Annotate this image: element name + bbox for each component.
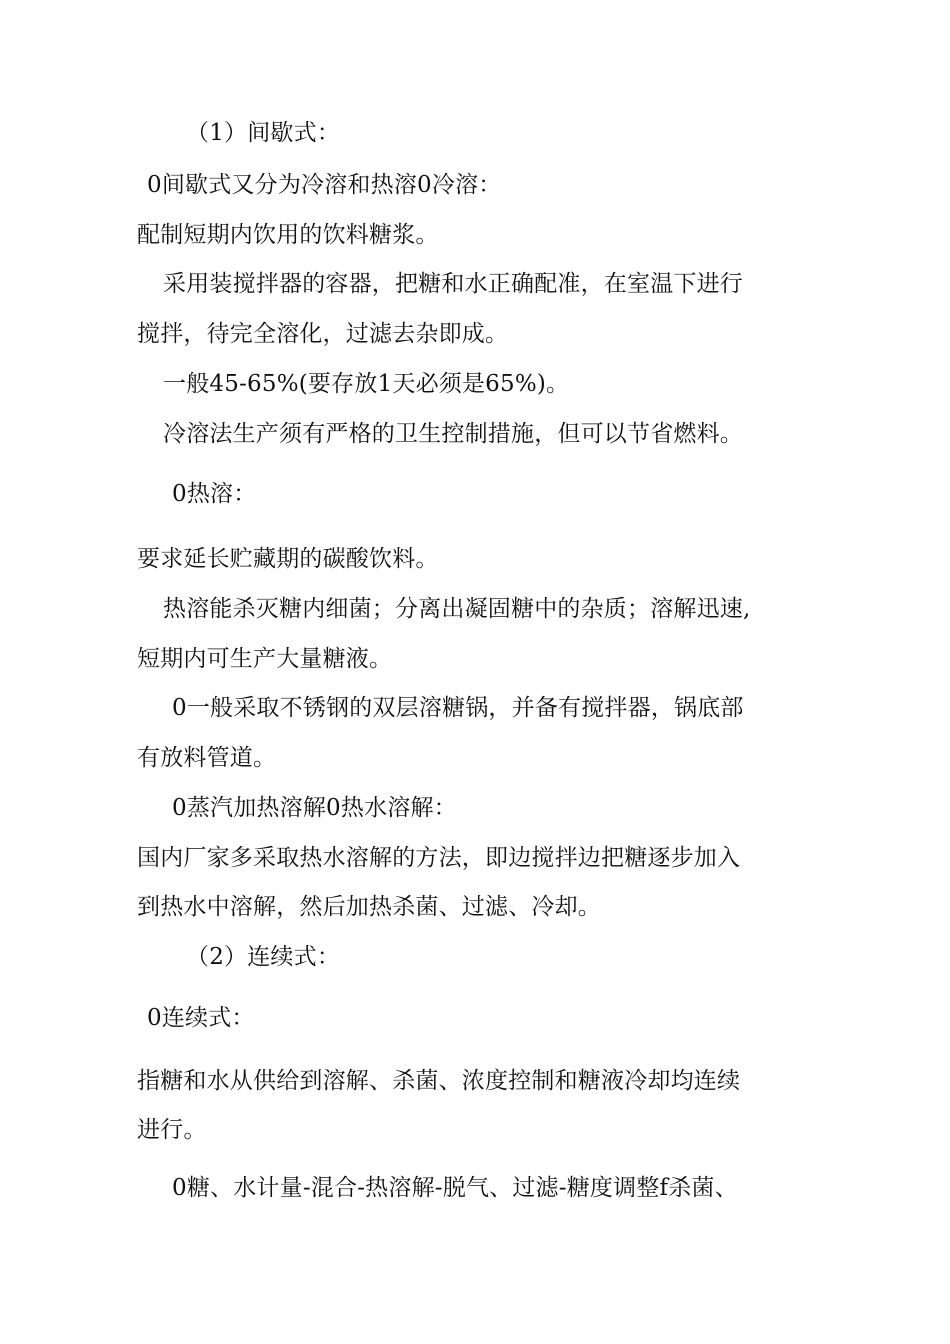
paragraph-line: 国内厂家多采取热水溶解的方法，即边搅拌边把糖逐步加入 (137, 845, 741, 871)
subheading-continuous: 0连续式： (147, 1005, 255, 1031)
paragraph-line: 指糖和水从供给到溶解、杀菌、浓度控制和糖液冷却均连续 (137, 1068, 741, 1094)
heading-continuous: （2）连续式： (186, 944, 341, 970)
paragraph-line: 短期内可生产大量糖液。 (137, 646, 393, 672)
paragraph-line: 搅拌，待完全溶化，过滤去杂即成。 (137, 321, 509, 347)
paragraph-line: 0间歇式又分为冷溶和热溶0冷溶： (147, 172, 502, 198)
heading-intermittent: （1）间歇式： (186, 120, 341, 146)
paragraph-line: 配制短期内饮用的饮料糖浆。 (137, 222, 439, 248)
paragraph-line: 0一般采取不锈钢的双层溶糖锅，并备有搅拌器，锅底部 (172, 695, 744, 721)
paragraph-line: 采用装搅拌器的容器，把糖和水正确配准，在室温下进行 (163, 271, 743, 297)
paragraph-line: 要求延长贮藏期的碳酸饮料。 (137, 546, 439, 572)
paragraph-line: 进行。 (137, 1117, 207, 1143)
paragraph-line: 热溶能杀灭糖内细菌；分离出凝固糖中的杂质；溶解迅速, (163, 596, 751, 622)
paragraph-line: 一般45-65%(要存放1天必须是65%)。 (163, 371, 570, 397)
paragraph-line: 冷溶法生产须有严格的卫生控制措施，但可以节省燃料。 (163, 421, 743, 447)
subheading-hot-dissolve: 0热溶： (172, 481, 257, 507)
paragraph-line: 到热水中溶解，然后加热杀菌、过滤、冷却。 (137, 894, 601, 920)
paragraph-line: 有放料管道。 (137, 745, 277, 771)
paragraph-line: 0蒸汽加热溶解0热水溶解： (172, 795, 457, 821)
paragraph-line: 0糖、水计量-混合-热溶解-脱气、过滤-糖度调整f杀菌、 (172, 1175, 738, 1201)
